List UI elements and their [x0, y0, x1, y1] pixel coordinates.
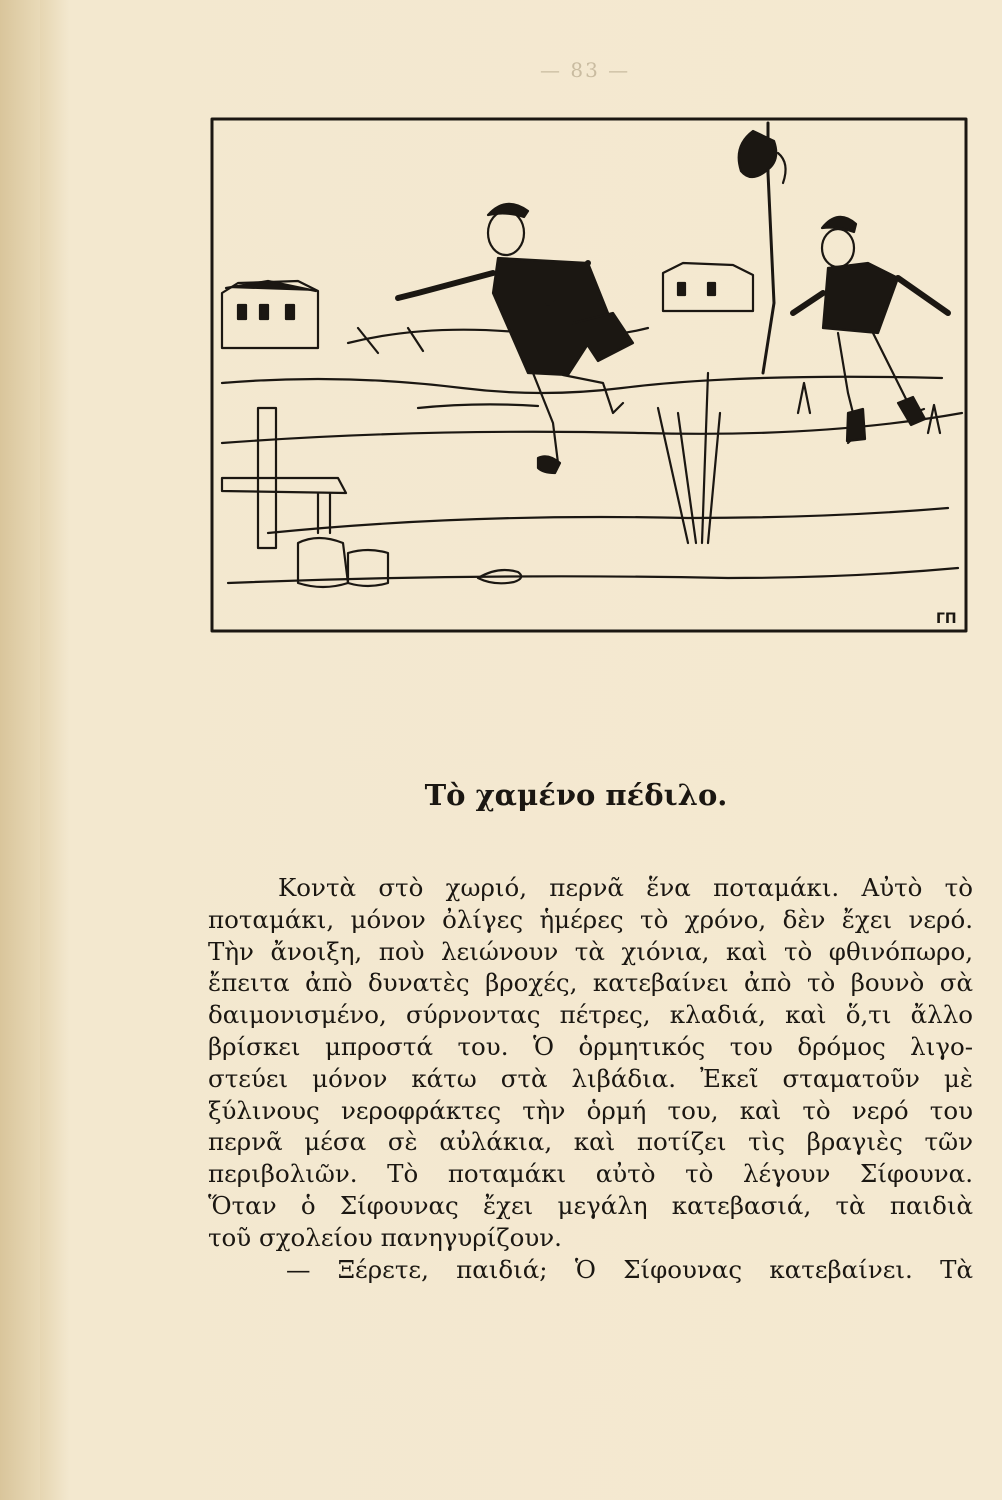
illustration-drawing	[208, 113, 970, 638]
body-line: ποταμάκι, μόνον ὀλίγες ἡμέρες τὸ χρόνο, δὲν ἔχει νερό.	[208, 904, 973, 934]
body-text	[208, 872, 973, 1285]
body-line: τοῦ σχολείου πανηγυρίζουν.	[208, 1222, 562, 1252]
body-line: ἔπειτα ἀπὸ δυνατὲς βροχές, κατεβαίνει ἀπὸ τὸ βουνὸ σὰ	[208, 968, 973, 998]
illustrator-signature: ΓΠ	[936, 611, 957, 627]
body-line: ξύλινους νεροφράκτες τὴν ὁρμή του, καὶ τὸ νερό του	[208, 1095, 973, 1125]
body-line: περιβολιῶν. Τὸ ποταμάκι αὐτὸ τὸ λέγουν Σίφουνα.	[208, 1159, 973, 1189]
body-line: περνᾶ μέσα σὲ αὐλάκια, καὶ ποτίζει τὶς βραγιὲς τῶν	[208, 1127, 973, 1157]
body-line: δαιμονισμένο, σύρνοντας πέτρες, κλαδιά, καὶ ὅ,τι ἄλλο	[208, 1000, 973, 1030]
body-line: βρίσκει μπροστά του. Ὁ ὁρμητικός του δρόμος λιγο-	[208, 1031, 973, 1061]
body-line: Ὅταν ὁ Σίφουνας ἔχει μεγάλη κατεβασιά, τὰ παιδιὰ	[208, 1190, 973, 1220]
page-gutter	[0, 0, 40, 1500]
body-line: Τὴν ἄνοιξη, ποὺ λειώνουν τὰ χιόνια, καὶ τὸ φθινόπωρο,	[208, 936, 973, 966]
chapter-title: Τὸ χαμένο πέδιλο.	[424, 778, 728, 812]
body-line: — Ξέρετε, παιδιά; Ὁ Σίφουνας κατεβαίνει. Τὰ	[286, 1254, 973, 1284]
body-line: στεύει μόνον κάτω στὰ λιβάδια. Ἐκεῖ σταματοῦν μὲ	[208, 1063, 973, 1093]
body-line: Κοντὰ στὸ χωριό, περνᾶ ἕνα ποταμάκι. Αὐτὸ τὸ	[278, 873, 973, 902]
page-number: — 83 —	[540, 58, 631, 82]
illustration	[208, 113, 970, 638]
